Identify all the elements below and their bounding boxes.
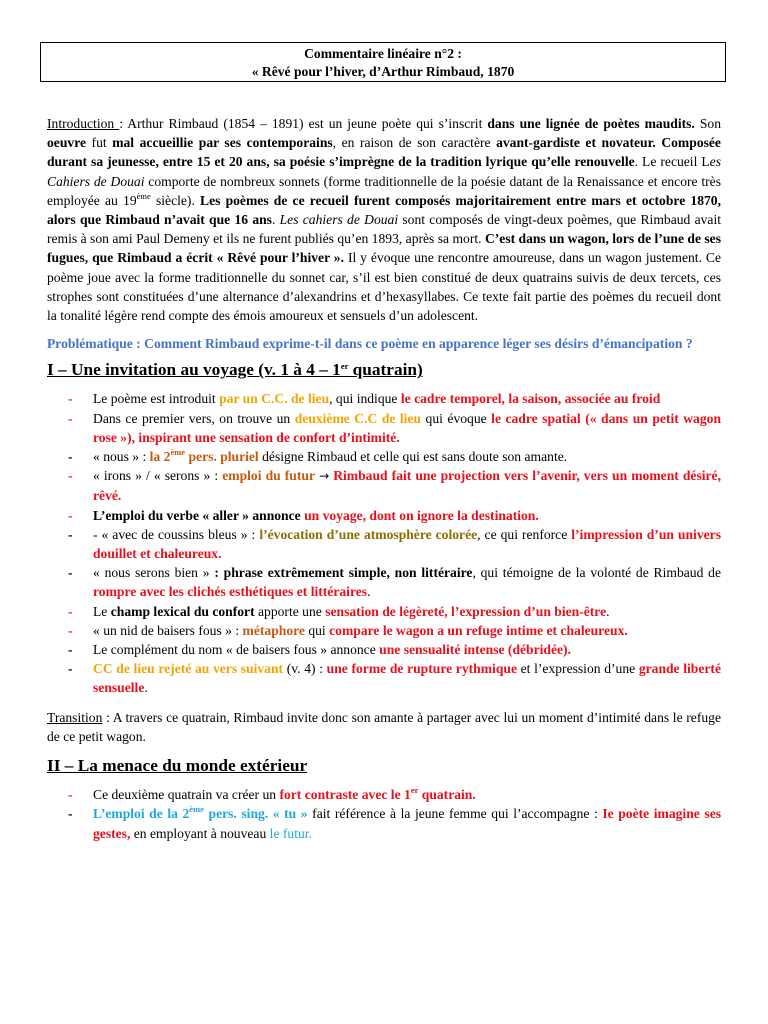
problematique: Problématique : Comment Rimbaud exprime-t-il dans ce poème en apparence léger ses désirs d’émancipation ? [47, 336, 693, 352]
list-item: - L’emploi de la 2ème pers. sing. « tu » fait référence à la jeune femme qui l’accompagne : Ie poète imagine ses gestes, en employant à nouveau le futur. [68, 804, 722, 841]
section-1-heading: I – Une invitation au voyage (v. 1 à 4 – 1er quatrain) [47, 360, 423, 380]
title-line-1: Commentaire linéaire n°2 : [304, 46, 462, 61]
dash-bullet: - [68, 507, 73, 523]
list-item: - Ce deuxième quatrain va créer un fort contraste avec le 1er quatrain. [47, 785, 721, 804]
transition-paragraph: Transition : A travers ce quatrain, Rimbaud invite donc son amante à partager avec lui un moment d’intimité dans le refuge de ce petit wagon. [47, 709, 721, 744]
list-item: - Le complément du nom « de baisers fous » annonce une sensualité intense (débridée). [47, 640, 721, 659]
introduction-paragraph: Introduction : Arthur Rimbaud (1854 – 1891) est un jeune poète qui s’inscrit dans une lignée de poètes maudits. Son oeuvre fut mal accueillie par ses contemporains, en raison de son caractère avant-gardiste et novateur. Composée durant sa jeunesse, entre 15 et 20 ans, sa poésie s’imprègne de la tradition lyrique qu’elle renouvelle. Le recueil Les Cahiers de Douai comporte de nombreux sonnets (forme traditionnelle de la poésie datant de la Renaissance et encore très employée au 19ème siècle). Les poèmes de ce recueil furent composés majoritairement entre mars et octobre 1870, alors que Rimbaud n’avait que 16 ans. Les cahiers de Douai sont composés de vingt-deux poèmes, que Rimbaud avait remis à son ami Paul Demeny et ils ne furent publiés qu’en 1893, après sa mort. C’est dans un wagon, lors de l’une de ses fugues, que Rimbaud a écrit « Rêvé pour l’hiver ». Il y évoque une rencontre amoureuse, dans un wagon justement. Ce poème joue avec la forme traditionnelle du sonnet car, s’il est bien constitué de deux quatrains suivis de deux tercets, ces strophes sont constituées d’une alternance d’alexandrins et d’hexasyllabes. Ce texte fait partie des poèmes du recueil dont la tonalité légère rend compte des émois amoureux et sensuels d’un adolescent. [47, 116, 722, 324]
title-box [40, 42, 726, 82]
dash-bullet: - [68, 468, 73, 484]
dash-bullet: - [68, 661, 73, 677]
dash-bullet: - [68, 410, 73, 426]
dash-bullet: - [68, 565, 73, 581]
list-item: - L’emploi du verbe « aller » annonce un voyage, dont on ignore la destination. [47, 506, 721, 525]
list-item: - « nous » : la 2ème pers. pluriel désigne Rimbaud et celle qui est sans doute son amante. [47, 447, 721, 466]
dash-bullet: - [68, 449, 73, 465]
dash-bullet: - [68, 806, 73, 822]
section-2-heading: II – La menace du monde extérieur [47, 756, 308, 776]
section-2-list [47, 785, 721, 843]
dash-bullet: - [68, 642, 73, 658]
list-item: - Le champ lexical du confort apporte une sensation de légèreté, l’expression d’un bien-être. [47, 602, 721, 621]
list-item: - « un nid de baisers fous » : métaphore qui compare le wagon a un refuge intime et chaleureux. [47, 621, 721, 640]
list-item: - Dans ce premier vers, on trouve un deuxième C.C de lieu qui évoque le cadre spatial (« dans un petit wagon rose »), inspirant une sensation de confort d’intimité. [68, 410, 722, 445]
document-body [47, 114, 721, 843]
dash-bullet: - [68, 526, 73, 542]
list-item: - - « avec de coussins bleus » : l’évocation d’une atmosphère colorée, ce qui renforce l’impression d’un univers douillet et chaleureux. [68, 526, 721, 562]
title-line-2: « Rêvé pour l’hiver, d’Arthur Rimbaud, 1870 [251, 64, 515, 79]
dash-bullet: - [68, 787, 73, 803]
dash-bullet: - [68, 603, 73, 619]
list-item: - « irons » / « serons » : emploi du futur → Rimbaud fait une projection vers l’avenir, vers un moment désiré, rêvé. [68, 468, 721, 504]
right-arrow-icon: → [319, 469, 330, 484]
section-1-list [47, 389, 721, 697]
dash-bullet: - [68, 622, 73, 638]
introduction-label: Introduction [47, 116, 120, 131]
transition-label: Transition [47, 709, 103, 725]
dash-bullet: - [68, 391, 73, 407]
list-item: - CC de lieu rejeté au vers suivant (v. 4) : une forme de rupture rythmique et l’expression d’une grande liberté sensuelle. [68, 661, 721, 696]
list-item: - « nous serons bien » : phrase extrêmement simple, non littéraire, qui témoigne de la volonté de Rimbaud de rompre avec les clichés esthétiques et littéraires. [68, 565, 722, 600]
list-item: - Le poème est introduit par un C.C. de lieu, qui indique le cadre temporel, la saison, associée au froid [47, 389, 721, 408]
